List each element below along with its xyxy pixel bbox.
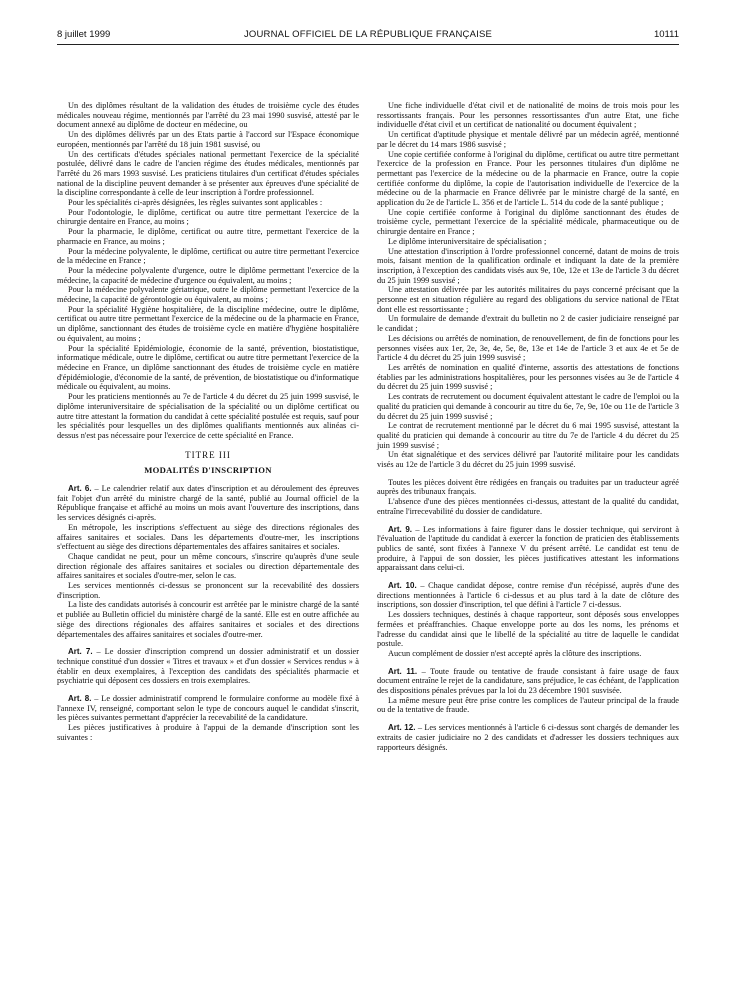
article-label: Art. 8. [68,694,92,704]
paragraph: Le diplôme interuniversitaire de spécialisation ; [388,236,547,246]
header-rule [57,44,679,45]
article-text: – Les services mentionnés à l'article 6 ci-dessus sont chargés de demander les extraits de casier judiciaire no 2 des candidats et d'adresser les dossiers techniques aux rapporteurs désignés. [377,723,679,752]
article-6 [57,484,359,523]
article-text: – Le dossier d'inscription comprend un dossier administratif et un dossier technique constitué d'un dossier « Titres et travaux » et d'un dossier « Services rendus » à établir en deux exemplaires, à l'exception des candidats des spécialités pharmacie et psychiatrie qui déposent ces dossiers en trois exemplaires. [57,647,359,686]
section-title: TITRE III [185,449,231,460]
article-11 [377,667,679,696]
paragraph: Un des diplômes délivrés par un des Etats partie à l'accord sur l'Espace économique européen, mentionnés par l'arrêté du 18 juin 1981 susvisé, ou [57,130,359,149]
paragraph: La liste des candidats autorisés à concourir est arrêtée par le ministre chargé de la santé et publiée au Bulletin officiel du ministère chargé de la santé. Elle est en outre affichée au siège des directions régionales des affaires sanitaires et sociales et des directions départementales des affaires sanitaires et sociales d'outre-mer. [57,600,359,639]
section-subtitle: MODALITÉS D'INSCRIPTION [144,465,272,476]
article-8 [57,694,359,723]
paragraph: Un des certificats d'études spéciales national permettant l'exercice de la spécialité postulée, délivré dans le cadre de l'ancien régime des études médicales, mentionnés par l'arrêté du 26 mars 1993 susvisé. Les praticiens titulaires d'un certificat d'études spéciales national de la discipline peuvent demander à se présenter aux épreuves d'une spécialité de la discipline correspondante à celle de leur inscription à l'ordre professionnel. [57,149,359,198]
paragraph: Un certificat d'aptitude physique et mentale délivré par un médecin agréé, mentionné par le décret du 14 mars 1986 susvisé ; [377,130,679,149]
article-label: Art. 9. [388,524,412,534]
paragraph: Une copie certifiée conforme à l'original du diplôme sanctionnant des études de troisième cycle, permettant l'exercice de la spécialité médicale, pharmaceutique ou de chirurgie dentaire en France ; [377,207,679,237]
article-10 [377,581,679,610]
paragraph: Aucun complément de dossier n'est accepté après la clôture des inscriptions. [388,648,642,658]
page-number: 10111 [653,29,679,40]
header-title: JOURNAL OFFICIEL DE LA RÉPUBLIQUE FRANÇAISE [243,29,493,40]
paragraph: En métropole, les inscriptions s'effectuent au siège des directions régionales des affaires sanitaires et sociales. Dans les départements d'outre-mer, les inscriptions s'effectuent au siège des directions départementales des affaires sanitaires et sociales. [57,522,359,552]
article-label: Art. 10. [388,581,417,591]
paragraph: Les arrêtés de nomination en qualité d'interne, assortis des attestations de fonctions établies par les administrations hospitalières, pour les personnes visées au 3e de l'article 4 du décret du 25 juin 1999 susvisé ; [377,362,679,392]
article-text: – Chaque candidat dépose, contre remise d'un récépissé, auprès d'une des directions mentionnées à l'article 6 ci-dessus et au plus tard à la date de clôture des inscriptions, son dossier d'inscription, tel que défini à l'article 7 ci-dessus. [377,581,679,610]
paragraph: Pour les praticiens mentionnés au 7e de l'article 4 du décret du 25 juin 1999 susvisé, le diplôme interuniversitaire de spécialisation de la spécialité ou un diplôme certificat ou autre titre attestant la formation du candidat à cette spécialité postulée est requis, sauf pour les spécialités pour lesquelles un des diplômes qualifiants mentionnés aux alinéas ci-dessus n'est pas nécessaire pour l'exercice de cette spécialité en France. [57,392,359,440]
paragraph: Pour la spécialité Hygiène hospitalière, de la discipline médecine, outre le diplôme, certificat ou autre titre permettant l'exercice de la médecine ou de la pharmacie en France, un diplôme, sanctionnant des études de troisième cycle en matière d'hygiène hospitalière ou équivalent, au moins ; [57,304,359,343]
paragraph: Un formulaire de demande d'extrait du bulletin no 2 de casier judiciaire renseigné par le candidat ; [377,314,679,334]
paragraph: Un état signalétique et des services délivré par l'autorité militaire pour les candidats visés au 12e de l'article 3 du décret du 25 juin 1999 susvisé. [377,450,679,470]
article-12 [377,723,679,752]
page-header [57,29,679,43]
paragraph: Pour les spécialités ci-après désignées, les règles suivantes sont applicables : [68,198,323,208]
paragraph: Les dossiers techniques, destinés à chaque rapporteur, sont déposés sous enveloppes fermées et préaffranchies. Chaque enveloppe porte au dos les noms, les prénoms et l'adresse du candidat ainsi que le libellé de la spécialité au titre de laquelle le candidat postule. [377,610,679,649]
paragraph: Les services mentionnés ci-dessus se prononcent sur la recevabilité des dossiers d'inscription. [57,581,359,600]
paragraph: Pour la pharmacie, le diplôme, certificat ou autre titre, permettant l'exercice de la pharmacie en France, au moins ; [57,227,359,246]
paragraph: L'absence d'une des pièces mentionnées ci-dessus, attestant de la qualité du candidat, entraîne l'irrecevabilité du dossier de candidature. [377,497,679,516]
paragraph: Une attestation d'inscription à l'ordre professionnel concerné, datant de moins de trois mois, faisant mention de la qualification ordinale et indiquant la date de la première inscription, à l'exception des candidats visés aux 9e, 10e, 12e et 13e de l'article 3 du décret du 25 juin 1999 susvisé ; [377,246,679,285]
paragraph: Pour la médecine polyvalente, le diplôme, certificat ou autre titre permettant l'exercice de la médecine en France ; [57,246,359,266]
article-text: – Le calendrier relatif aux dates d'inscription et au déroulement des épreuves fait l'objet d'un arrêté du ministre chargé de la santé, publié au Journal officiel de la République française et affiché au moins un mois avant l'ouverture des inscriptions, dans les services désignés ci-après. [57,484,359,523]
article-label: Art. 11. [388,666,418,676]
paragraph: Les pièces justificatives à produire à l'appui de la demande d'inscription sont les suivantes : [57,723,359,742]
paragraph: Le contrat de recrutement mentionné par le décret du 6 mai 1995 susvisé, attestant la qualité du praticien qui demande à concourir au titre du 7e de l'article 4 du décret du 25 juin 1999 susvisé ; [377,421,679,450]
article-7 [57,647,359,686]
article-text: – Les informations à faire figurer dans le dossier technique, qui serviront à l'évaluation de l'aptitude du candidat à exercer la fonction de praticien des établissements publics de santé, sont fixées à l'annexe V du présent arrêté. Le candidat est tenu de produire, à l'appui de son dossier, les pièces justificatives attestant les informations apparaissant dans celui-ci. [377,524,680,573]
paragraph: Pour l'odontologie, le diplôme, certificat ou autre titre permettant l'exercice de la chirurgie dentaire en France, au moins ; [57,207,359,227]
paragraph: Toutes les pièces doivent être rédigées en français ou traduites par un traducteur agréé auprès des tribunaux français. [377,477,679,497]
paragraph: Pour la médecine polyvalente gériatrique, outre le diplôme permettant l'exercice de la médecine, la capacité de gérontologie ou équivalent, au moins ; [57,285,359,305]
article-label: Art. 7. [68,647,93,657]
article-text: – Le dossier administratif comprend le formulaire conforme au modèle fixé à l'annexe IV, renseigné, comportant selon le type de concours auquel le candidat s'inscrit, les pièces suivantes permettant d'apprécier la recevabilité de la candidature. [57,694,360,723]
left-column [57,101,359,743]
article-label: Art. 12. [388,723,416,733]
paragraph: La même mesure peut être prise contre les complices de l'auteur principal de la fraude ou de la tentative de fraude. [377,695,679,715]
article-text: – Toute fraude ou tentative de fraude consistant à faire usage de faux document entraîne le rejet de la candidature, sans préjudice, le cas échéant, de l'application des dispositions pénales prévues par la loi du 23 décembre 1901 susvisée. [377,666,679,696]
paragraph: Une copie certifiée conforme à l'original du diplôme, certificat ou autre titre permettant l'exercice de la profession en France. Pour les personnes titulaires d'un diplôme ne permettant pas l'exercice de la médecine ou de la pharmacie en France, outre la copie certifiée conforme du diplôme, la copie de l'autorisation individuelle de l'exercice de la médecine ou de la pharmacie en France délivrée par le ministre chargé de la santé, en application du 2e de l'article L. 356 et de l'article L. 514 du code de la santé publique ; [377,149,679,208]
header-date: 8 juillet 1999 [57,29,111,40]
paragraph: Pour la spécialité Epidémiologie, économie de la santé, prévention, biostatistique, informatique médicale, outre le diplôme, certificat ou autre titre permettant l'exercice de la médecine en France, un diplôme sanctionnant des études de troisième cycle en matière d'épidémiologie, d'économie de la santé, de prévention, de biostatistique ou d'informatique médicale ou équivalent, au moins. [57,343,359,392]
paragraph: Les contrats de recrutement ou document équivalent attestant le cadre de l'emploi ou la qualité du praticien qui demande à concourir au titre du 6e, 7e, 9e, 10e ou 11e de l'article 3 du décret du 25 juin 1999 susvisé ; [377,392,679,421]
article-label: Art. 6. [68,484,92,494]
paragraph: Chaque candidat ne peut, pour un même concours, s'inscrire qu'auprès d'une seule direction régionale des affaires sanitaires et sociales ou direction départementale des affaires sanitaires et sociales d'outre-mer, selon le cas. [57,551,359,581]
paragraph: Un des diplômes résultant de la validation des études de troisième cycle des études médicales nouveau régime, mentionnés par l'arrêté du 23 mai 1990 susvisé, attesté par le document annexé au diplôme de docteur en médecine, ou [57,101,359,130]
paragraph: Une attestation délivrée par les autorités militaires du pays concerné précisant que la personne est en situation régulière au regard des obligations du service national de l'Etat dont elle est ressortissante ; [377,285,679,314]
paragraph: Pour la médecine polyvalente d'urgence, outre le diplôme permettant l'exercice de la médecine, la capacité de médecine d'urgence ou équivalent, au moins ; [57,265,359,285]
paragraph: Une fiche individuelle d'état civil et de nationalité de moins de trois mois pour les ressortissants français. Pour les personnes ressortissantes d'un autre Etat, une fiche individuelle d'état civil et un certificat de nationalité ou document équivalent ; [377,101,679,130]
paragraph: Les décisions ou arrêtés de nomination, de renouvellement, de fin de fonctions pour les personnes visées aux 1er, 2e, 3e, 4e, 5e, 8e, 13e et 14e de l'article 3 et aux 4e et 5e de l'article 4 du décret du 25 juin 1999 susvisé ; [377,333,679,363]
article-9 [377,525,679,574]
right-column [377,101,679,752]
